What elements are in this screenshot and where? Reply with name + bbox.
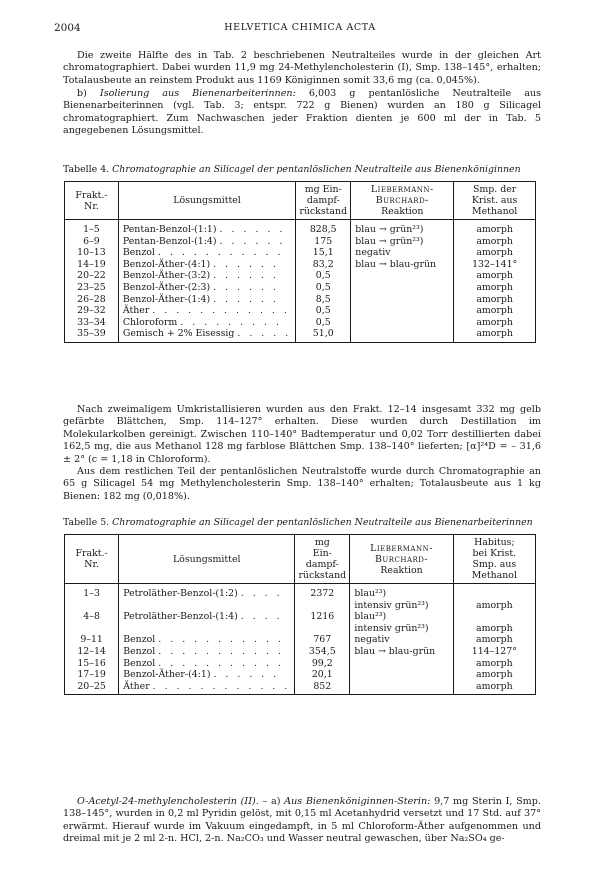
solvent-name: Benzol [123, 634, 156, 646]
leader-dots: . . . . . . . . . . . [158, 645, 284, 657]
cell-mg: 0,5 [296, 317, 351, 329]
cell-frakt: 20–25 [65, 681, 119, 695]
cell-reaction [350, 584, 453, 612]
habitus-value: amorph [476, 599, 513, 611]
paragraph-3: Nach zweimaligem Umkristallisieren wurden aus den Frakt. 12–14 insgesamt 332 mg gelb gefärbte Blättchen, Smp. 114–127° erhalten. Diese wurden durch Destillation im Molekularkolben gereinigt. Zwischen 110–140° Badtemperatur und 0,02 Torr destillierten dabei 162,5 mg, die aus Methanol 128 mg farblose Blättchen Smp. 138–140° lieferten; [α]²⁴D = – 31,6 ± 2° (c = 1,18 in Chloroform). [63, 404, 541, 465]
cell-smp: 132–141° [454, 259, 536, 271]
leader-dots: . . . . . . . . . . . . [152, 305, 290, 317]
habitus-value: amorph [476, 622, 513, 634]
habitus-value: amorph [476, 669, 513, 681]
col-header-mg: mg Ein- dampf- rückstand [296, 182, 351, 220]
leader-dots: . . . . . [237, 328, 292, 340]
solvent-name: Benzol-Äther-(4:1) [123, 669, 211, 681]
leader-dots: . . . . . . . . . . . [158, 634, 284, 646]
cell-reaction [350, 681, 453, 695]
cell-smp: amorph [454, 270, 536, 282]
leader-dots: . . . . . . . . . . . [158, 657, 284, 669]
cell-frakt: 26–28 [65, 294, 119, 306]
running-header [54, 22, 546, 36]
leader-dots: . . . . . . [213, 669, 280, 681]
cell-reaction [350, 658, 453, 670]
cell-habitus [453, 584, 535, 612]
cell-reaction [350, 669, 453, 681]
solvent-name: Benzol [123, 645, 156, 657]
cell-solvent [118, 220, 295, 236]
table-row [65, 328, 536, 342]
cell-reaction [351, 328, 454, 342]
table-row [65, 646, 536, 658]
leader-dots: . . . . . . [213, 293, 279, 305]
table-5 [64, 534, 536, 695]
cell-frakt: 35–39 [65, 328, 119, 342]
table-5-header-row [65, 535, 536, 584]
cell-solvent [119, 584, 295, 612]
habitus-value: amorph [476, 680, 513, 692]
cell-reaction [350, 611, 453, 634]
table-row [65, 247, 536, 259]
solvent-name: Chloroform [122, 316, 178, 328]
col-header-smp: Smp. der Krist. aus Methanol [454, 182, 536, 220]
leader-dots: . . . . [240, 588, 283, 599]
paragraph-4: Aus dem restlichen Teil der pentanlöslichen Neutralstoffe wurde durch Chromatographie an 65 g Silicagel 54 mg Methylencholesterin Smp. 138–140° erhalten; Totalausbeute aus 1 kg Bienen: 182 mg (0,018%). [63, 466, 541, 502]
table-row [65, 584, 536, 612]
cell-smp: amorph [454, 247, 536, 259]
journal-title: HELVETICA CHIMICA ACTA [224, 22, 376, 33]
leader-dots: . . . . . . [219, 224, 286, 235]
cell-frakt: 17–19 [65, 669, 119, 681]
paragraph-1: Die zweite Hälfte des in Tab. 2 beschriebenen Neutralteiles wurde in der gleichen Art chromatographiert. Dabei wurden 11,9 mg 24-Methylencholesterin (I), Smp. 138–145°, erhalten; Totalausbeute an reinstem Produkt aus 1169 Königinnen somit 33,6 mg (ca. 0,045%). [63, 50, 541, 86]
solvent-name: Petroläther-Benzol-(1:2) [123, 588, 238, 599]
cell-habitus [453, 658, 535, 670]
leader-dots: . . . . . . . . . [180, 316, 282, 328]
cell-mg: 175 [296, 236, 351, 248]
habitus-value: amorph [476, 657, 513, 669]
col-header-liebermann: Liebermann- Burchard- Reaktion [350, 535, 453, 584]
cell-mg: 15,1 [296, 247, 351, 259]
solvent-name: Pentan-Benzol-(1:1) [122, 224, 217, 235]
solvent-name: Gemisch + 2% Eisessig [122, 328, 235, 340]
table-row [65, 658, 536, 670]
reaction-line: negativ [354, 634, 390, 646]
cell-reaction [351, 294, 454, 306]
cell-frakt: 6–9 [65, 236, 119, 248]
col-header-solvent: Lösungsmittel [119, 535, 295, 584]
cell-solvent [119, 611, 295, 634]
subsection-heading: Aus Bienenköniginnen-Sterin: [284, 796, 431, 807]
cell-reaction: blau → grün²³) [351, 220, 454, 236]
leader-dots: . . . . . . [219, 235, 286, 247]
table-4-caption: Tabelle 4. Chromatographie an Silicagel der pentanlöslichen Neutralteile aus Bienenköniginnen [63, 164, 521, 175]
cell-solvent [118, 259, 295, 271]
col-header-liebermann: Liebermann- Burchard- Reaktion [351, 182, 454, 220]
cell-solvent [119, 646, 295, 658]
cell-solvent [118, 294, 295, 306]
page-number: 2004 [54, 22, 81, 34]
table-4-header-row [65, 182, 536, 220]
cell-mg: 767 [295, 634, 350, 646]
cell-reaction: negativ [351, 247, 454, 259]
compound-heading: O-Acetyl-24-methylencholesterin (II). [77, 796, 259, 807]
leader-dots: . . . . [240, 611, 283, 623]
cell-reaction: blau → grün²³) [351, 236, 454, 248]
cell-mg: 0,5 [296, 305, 351, 317]
cell-mg: 51,0 [296, 328, 351, 342]
cell-smp: amorph [454, 294, 536, 306]
cell-reaction [350, 646, 453, 658]
solvent-name: Benzol-Äther-(3:2) [122, 270, 211, 282]
table-row [65, 236, 536, 248]
cell-reaction [350, 634, 453, 646]
cell-reaction: blau → blau-grün [351, 259, 454, 271]
table-row [65, 282, 536, 294]
cell-frakt: 1–3 [65, 584, 119, 612]
cell-habitus [453, 634, 535, 646]
cell-mg: 0,5 [296, 282, 351, 294]
reaction-line: intensiv grün²³) [354, 622, 429, 634]
leader-dots: . . . . . . [213, 258, 279, 270]
cell-frakt: 12–14 [65, 646, 119, 658]
cell-smp: amorph [454, 282, 536, 294]
reaction-line: intensiv grün²³) [354, 599, 429, 611]
cell-habitus [453, 611, 535, 634]
cell-mg: 8,5 [296, 294, 351, 306]
cell-habitus [453, 669, 535, 681]
paragraph-2-heading: Isolierung aus Bienenarbeiterinnen: [99, 88, 296, 99]
leader-dots: . . . . . . . . . . . . [152, 680, 291, 692]
reaction-line: blau²³) [354, 611, 387, 623]
solvent-name: Äther [123, 680, 150, 692]
cell-frakt: 33–34 [65, 317, 119, 329]
solvent-name: Benzol-Äther-(4:1) [122, 258, 211, 270]
cell-solvent [118, 317, 295, 329]
table-4 [64, 181, 536, 343]
cell-mg: 83,2 [296, 259, 351, 271]
cell-solvent [119, 658, 295, 670]
cell-mg: 828,5 [296, 220, 351, 236]
cell-reaction [351, 282, 454, 294]
cell-solvent [118, 270, 295, 282]
table-5-caption: Tabelle 5. Chromatographie an Silicagel der pentanlöslichen Neutralteile aus Bienenarbeiterinnen [63, 517, 533, 528]
cell-frakt: 15–16 [65, 658, 119, 670]
cell-solvent [118, 282, 295, 294]
table-row [65, 669, 536, 681]
table-row [65, 611, 536, 634]
cell-smp: amorph [454, 220, 536, 236]
paragraph-5: O-Acetyl-24-methylencholesterin (II). – a) Aus Bienenköniginnen-Sterin: 9,7 mg Sterin I, Smp. 138–145°, wurden in 0,2 ml Pyridin gelöst, mit 0,15 ml Acetanhydrid versetzt und 17 Std. auf 37° erwärmt. Hierauf wurde im Vakuum eingedampft, in 5 ml Chloroform-Äther aufgenommen und dreimal mit je 2 ml 2-n. HCl, 2-n. Na₂CO₃ und Wasser neutral gewaschen, über Na₂SO₄ ge- [63, 796, 541, 845]
col-header-habitus: Habitus; bei Krist. Smp. aus Methanol [453, 535, 535, 584]
table-row [65, 220, 536, 236]
leader-dots: . . . . . . . . . . . [157, 247, 284, 259]
cell-smp: amorph [454, 328, 536, 342]
table-row [65, 270, 536, 282]
leader-dots: . . . . . . [213, 270, 279, 282]
solvent-name: Benzol [123, 657, 156, 669]
cell-frakt: 14–19 [65, 259, 119, 271]
cell-solvent [119, 634, 295, 646]
solvent-name: Pentan-Benzol-(1:4) [122, 235, 217, 247]
cell-mg: 20,1 [295, 669, 350, 681]
solvent-name: Benzol-Äther-(1:4) [122, 293, 211, 305]
table-row [65, 634, 536, 646]
cell-frakt: 1–5 [65, 220, 119, 236]
cell-reaction [351, 317, 454, 329]
table-row [65, 681, 536, 695]
cell-solvent [118, 247, 295, 259]
habitus-value: amorph [476, 634, 513, 646]
cell-reaction [351, 305, 454, 317]
paragraph-2: b) Isolierung aus Bienenarbeiterinnen: 6,003 g pentanlösliche Neutralteile aus Bienenarbeiterinnen (vgl. Tab. 3; entspr. 722 g Bienen) wurden an 180 g Silicagel chromatographiert. Zum Nachwaschen jeder Fraktion dienten je 600 ml der in Tab. 5 angegebenen Lösungsmittel. [63, 88, 542, 137]
solvent-name: Petroläther-Benzol-(1:4) [123, 611, 238, 623]
cell-mg: 0,5 [296, 270, 351, 282]
cell-habitus [453, 681, 535, 695]
table-row [65, 259, 536, 271]
reaction-line: blau²³) [354, 588, 387, 599]
col-header-frakt: Frakt.- Nr. [65, 182, 119, 220]
cell-mg: 99,2 [295, 658, 350, 670]
cell-frakt: 20–22 [65, 270, 119, 282]
table-row [65, 305, 536, 317]
cell-frakt: 23–25 [65, 282, 119, 294]
cell-mg: 2372 [295, 584, 350, 612]
col-header-mg: mg Ein- dampf- rückstand [295, 535, 350, 584]
table-row [65, 317, 536, 329]
col-header-frakt: Frakt.- Nr. [65, 535, 119, 584]
cell-smp: amorph [454, 305, 536, 317]
cell-frakt: 9–11 [65, 634, 119, 646]
cell-frakt: 10–13 [65, 247, 119, 259]
col-header-solvent: Lösungsmittel [118, 182, 295, 220]
cell-mg: 852 [295, 681, 350, 695]
cell-smp: amorph [454, 236, 536, 248]
cell-smp: amorph [454, 317, 536, 329]
cell-reaction [351, 270, 454, 282]
solvent-name: Benzol-Äther-(2:3) [122, 281, 211, 293]
cell-solvent [118, 305, 295, 317]
habitus-value: 114–127° [471, 645, 517, 657]
cell-mg: 1216 [295, 611, 350, 634]
cell-solvent [118, 328, 295, 342]
solvent-name: Äther [122, 305, 150, 317]
leader-dots: . . . . . . [213, 281, 279, 293]
cell-solvent [118, 236, 295, 248]
cell-solvent [119, 681, 295, 695]
cell-habitus [453, 646, 535, 658]
reaction-line: blau → blau-grün [354, 645, 436, 657]
cell-frakt: 4–8 [65, 611, 119, 634]
table-row [65, 294, 536, 306]
cell-solvent [119, 669, 295, 681]
cell-mg: 354,5 [295, 646, 350, 658]
solvent-name: Benzol [122, 247, 155, 259]
cell-frakt: 29–32 [65, 305, 119, 317]
